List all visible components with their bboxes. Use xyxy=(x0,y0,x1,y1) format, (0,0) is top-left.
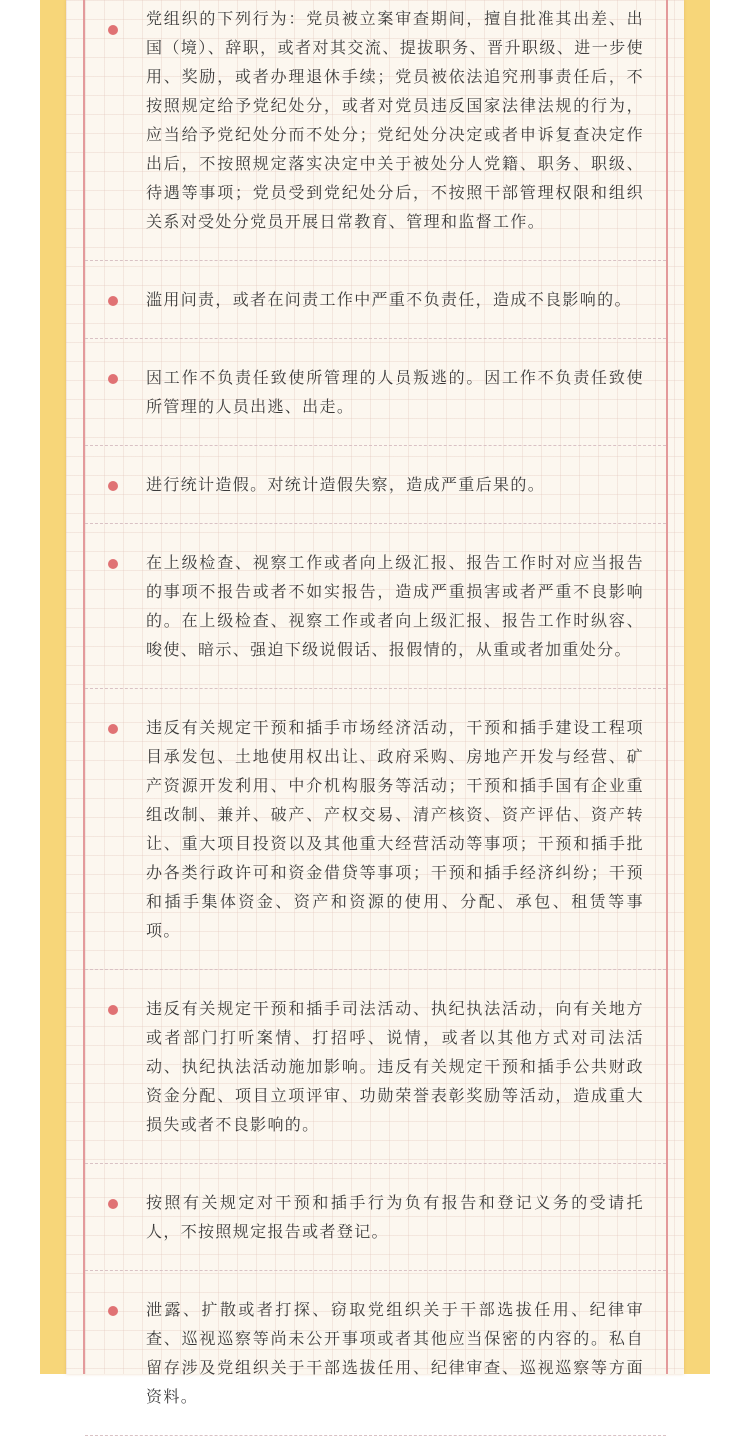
dashed-divider xyxy=(85,1270,666,1271)
discipline-list xyxy=(85,0,666,1446)
bullet-dot-icon xyxy=(108,1005,118,1015)
list-item-text: 违反有关规定干预和插手司法活动、执纪执法活动，向有关地方或者部门打听案情、打招呼、说情，或者以其他方式对司法活动、执纪执法活动施加影响。违反有关规定干预和插手公共财政资金分配、项目立项评审、功勋荣誉表彰奖励等活动，造成重大损失或者不良影响的。 xyxy=(146,999,644,1134)
list-item xyxy=(85,1281,666,1425)
bullet-dot-icon xyxy=(108,1306,118,1316)
list-item xyxy=(85,1174,666,1260)
list-item-text: 在上级检查、视察工作或者向上级汇报、报告工作时对应当报告的事项不报告或者不如实报告，造成严重损害或者严重不良影响的。在上级检查、视察工作或者向上级汇报、报告工作时纵容、唆使、暗示、强迫下级说假话、报假情的，从重或者加重处分。 xyxy=(146,553,644,659)
dashed-divider xyxy=(85,1163,666,1164)
list-item xyxy=(85,271,666,328)
bullet-dot-icon xyxy=(108,296,118,306)
bullet-dot-icon xyxy=(108,374,118,384)
margin-line-right xyxy=(666,0,668,1374)
list-item-text: 滥用问责，或者在问责工作中严重不负责任，造成不良影响的。 xyxy=(146,290,632,309)
list-item xyxy=(85,534,666,678)
bullet-dot-icon xyxy=(108,25,118,35)
bullet-dot-icon xyxy=(108,559,118,569)
list-item xyxy=(85,980,666,1153)
bullet-dot-icon xyxy=(108,724,118,734)
list-item-text: 党组织的下列行为：党员被立案审查期间，擅自批准其出差、出国（境）、辞职，或者对其交流、提拔职务、晋升职级、进一步使用、奖励，或者办理退休手续；党员被依法追究刑事责任后，不按照规定给予党纪处分，或者对党员违反国家法律法规的行为，应当给予党纪处分而不处分；党纪处分决定或者申诉复查决定作出后，不按照规定落实决定中关于被处分人党籍、职务、职级、待遇等事项；党员受到党纪处分后，不按照干部管理权限和组织关系对受处分党员开展日常教育、管理和监督工作。 xyxy=(146,9,644,231)
dashed-divider xyxy=(85,523,666,524)
list-item xyxy=(85,699,666,959)
dashed-divider xyxy=(85,1435,666,1436)
list-item xyxy=(85,456,666,513)
list-item-text: 进行统计造假。对统计造假失察，造成严重后果的。 xyxy=(146,475,546,494)
dashed-divider xyxy=(85,260,666,261)
bullet-dot-icon xyxy=(108,1199,118,1209)
dashed-divider xyxy=(85,445,666,446)
list-item-text: 按照有关规定对干预和插手行为负有报告和登记义务的受请托人，不按照规定报告或者登记。 xyxy=(146,1193,644,1241)
dashed-divider xyxy=(85,688,666,689)
list-item-text: 因工作不负责任致使所管理的人员叛逃的。因工作不负责任致使所管理的人员出逃、出走。 xyxy=(146,368,644,416)
bullet-dot-icon xyxy=(108,481,118,491)
list-item-text: 违反有关规定干预和插手市场经济活动，干预和插手建设工程项目承发包、土地使用权出让、政府采购、房地产开发与经营、矿产资源开发利用、中介机构服务等活动；干预和插手国有企业重组改制、兼并、破产、产权交易、清产核资、资产评估、资产转让、重大项目投资以及其他重大经营活动等事项；干预和插手批办各类行政许可和资金借贷等事项；干预和插手经济纠纷；干预和插手集体资金、资产和资源的使用、分配、承包、租赁等事项。 xyxy=(146,718,644,940)
list-item-text: 泄露、扩散或者打探、窃取党组织关于干部选拔任用、纪律审查、巡视巡察等尚未公开事项或者其他应当保密的内容的。私自留存涉及党组织关于干部选拔任用、纪律审查、巡视巡察等方面资料。 xyxy=(146,1300,644,1406)
dashed-divider xyxy=(85,338,666,339)
dashed-divider xyxy=(85,969,666,970)
list-item xyxy=(85,349,666,435)
list-item xyxy=(85,0,666,250)
